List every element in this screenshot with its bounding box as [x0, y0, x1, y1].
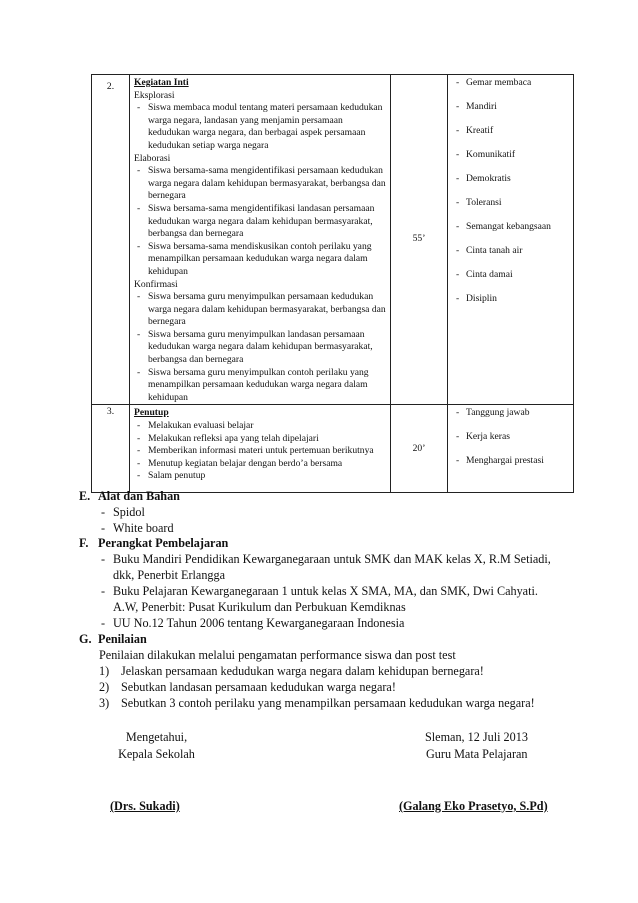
signature-left: [109, 729, 204, 763]
row-number: 2.: [92, 75, 130, 405]
list-item: - Cinta tanah air: [456, 245, 569, 269]
section-heading: [79, 535, 564, 551]
time-allocation: 55’: [391, 75, 448, 405]
list-item: - Siswa bersama guru menyimpulkan landasan persamaan kedudukan warga negara dalam kehidupan bermasyarakat, berbangsa dan bernegara: [134, 329, 386, 367]
list-item: - Melakukan evaluasi belajar: [134, 420, 386, 433]
activity-cell: [130, 75, 391, 405]
list-item: - Siswa bersama guru menyimpulkan contoh perilaku yang menampilkan persamaan kedudukan warga negara dalam kehidupan: [134, 367, 386, 405]
table-row: [92, 405, 574, 493]
list-item: - Menghargai prestasi: [456, 455, 569, 479]
character-values-cell: [448, 405, 574, 493]
question-number: 3): [99, 696, 110, 710]
list-item: - Siswa bersama-sama mendiskusikan contoh perilaku yang menampilkan persamaan kedudukan warga negara dalam kehidupan: [134, 241, 386, 279]
section-alat-bahan: [79, 488, 559, 536]
list-item: - Cinta damai: [456, 269, 569, 293]
signature-caption: Sleman, 12 Juli 2013: [425, 730, 528, 744]
phase-label: Eksplorasi: [134, 89, 175, 101]
phase-label: Konfirmasi: [134, 278, 178, 290]
list-item: - Komunikatif: [456, 149, 569, 173]
activity-cell: [130, 405, 391, 493]
activity-title: Penutup: [134, 407, 169, 419]
section-title: Alat dan Bahan: [98, 489, 180, 503]
signature-caption: Mengetahui,: [125, 730, 188, 744]
konfirmasi-list: [134, 291, 386, 404]
resources-list: [79, 551, 564, 631]
elaborasi-list: [134, 165, 386, 278]
question-number: 2): [99, 680, 110, 694]
section-letter: E.: [79, 489, 91, 503]
list-item: - Siswa bersama-sama mengidentifikasi landasan persamaan kedudukan warga negara dalam kehidupan bermasyarakat, berbangsa dan bernegara: [134, 203, 386, 241]
list-item: - Kreatif: [456, 125, 569, 149]
character-values-list: [456, 77, 569, 317]
signature-name-left: (Drs. Sukadi): [110, 799, 180, 813]
phase-label: Elaborasi: [134, 152, 171, 164]
section-heading: [79, 488, 559, 504]
question-text: Jelaskan persamaan kedudukan warga negara dalam kehidupan bernegara!: [121, 664, 484, 678]
eksplorasi-list: [134, 102, 386, 152]
section-title: Penilaian: [98, 632, 147, 646]
list-item: - White board: [99, 520, 559, 536]
section-heading: [79, 631, 579, 647]
list-item: - Melakukan refleksi apa yang telah dipelajari: [134, 433, 386, 446]
list-item: - Menutup kegiatan belajar dengan berdo’a bersama: [134, 458, 386, 471]
list-item: - Siswa membaca modul tentang materi persamaan kedudukan warga negara, landasan yang menjamin persamaan kedudukan warga negara, dan berbagai aspek persamaan kedudukan setiap warga negara: [134, 102, 386, 152]
list-item: - Siswa bersama-sama mengidentifikasi persamaan kedudukan warga negara dalam kehidupan bermasyarakat, berbangsa dan bernegara: [134, 165, 386, 203]
list-item: [99, 679, 579, 695]
list-item: - Mandiri: [456, 101, 569, 125]
list-item: - Buku Mandiri Pendidikan Kewarganegaraan untuk SMK dan MAK kelas X, R.M Setiadi, dkk, Penerbit Erlangga: [99, 551, 564, 583]
activities-table: [91, 74, 574, 493]
signature-right: [425, 729, 528, 763]
list-item: - Semangat kebangsaan: [456, 221, 569, 245]
list-item: - UU No.12 Tahun 2006 tentang Kewarganegaraan Indonesia: [99, 615, 564, 631]
penutup-list: [134, 420, 386, 483]
section-perangkat: [79, 535, 564, 631]
list-item: - Toleransi: [456, 197, 569, 221]
list-item: - Salam penutup: [134, 470, 386, 483]
activity-title: Kegiatan Inti: [134, 77, 189, 88]
signature-name-right: (Galang Eko Prasetyo, S.Pd): [399, 799, 548, 813]
section-letter: F.: [79, 536, 89, 550]
list-item: - Kerja keras: [456, 431, 569, 455]
list-item: [99, 663, 579, 679]
question-text: Sebutkan landasan persamaan kedudukan warga negara!: [121, 680, 396, 694]
signature-role: Kepala Sekolah: [118, 747, 195, 761]
table-row: [92, 75, 574, 405]
assessment-intro: Penilaian dilakukan melalui pengamatan performance siswa dan post test: [99, 648, 456, 662]
character-values-list: [456, 407, 569, 479]
question-text: Sebutkan 3 contoh perilaku yang menampilkan persamaan kedudukan warga negara!: [121, 696, 535, 710]
character-values-cell: [448, 75, 574, 405]
questions-list: [79, 663, 579, 711]
list-item: - Siswa bersama guru menyimpulkan persamaan kedudukan warga negara dalam kehidupan bermasyarakat, berbangsa dan bernegara: [134, 291, 386, 329]
list-item: - Spidol: [99, 504, 559, 520]
row-number: 3.: [92, 405, 130, 493]
list-item: - Gemar membaca: [456, 77, 569, 101]
section-penilaian: [79, 631, 579, 711]
tools-list: [79, 504, 559, 536]
question-number: 1): [99, 664, 110, 678]
list-item: - Demokratis: [456, 173, 569, 197]
list-item: - Memberikan informasi materi untuk pertemuan berikutnya: [134, 445, 386, 458]
signature-role: Guru Mata Pelajaran: [426, 747, 528, 761]
time-allocation: 20’: [391, 405, 448, 493]
list-item: [99, 695, 579, 711]
section-letter: G.: [79, 632, 92, 646]
section-title: Perangkat Pembelajaran: [98, 536, 229, 550]
list-item: - Disiplin: [456, 293, 569, 317]
list-item: - Buku Pelajaran Kewarganegaraan 1 untuk kelas X SMA, MA, dan SMK, Dwi Cahyati. A.W, Penerbit: Pusat Kurikulum dan Perbukuan Kemdiknas: [99, 583, 564, 615]
list-item: - Tanggung jawab: [456, 407, 569, 431]
